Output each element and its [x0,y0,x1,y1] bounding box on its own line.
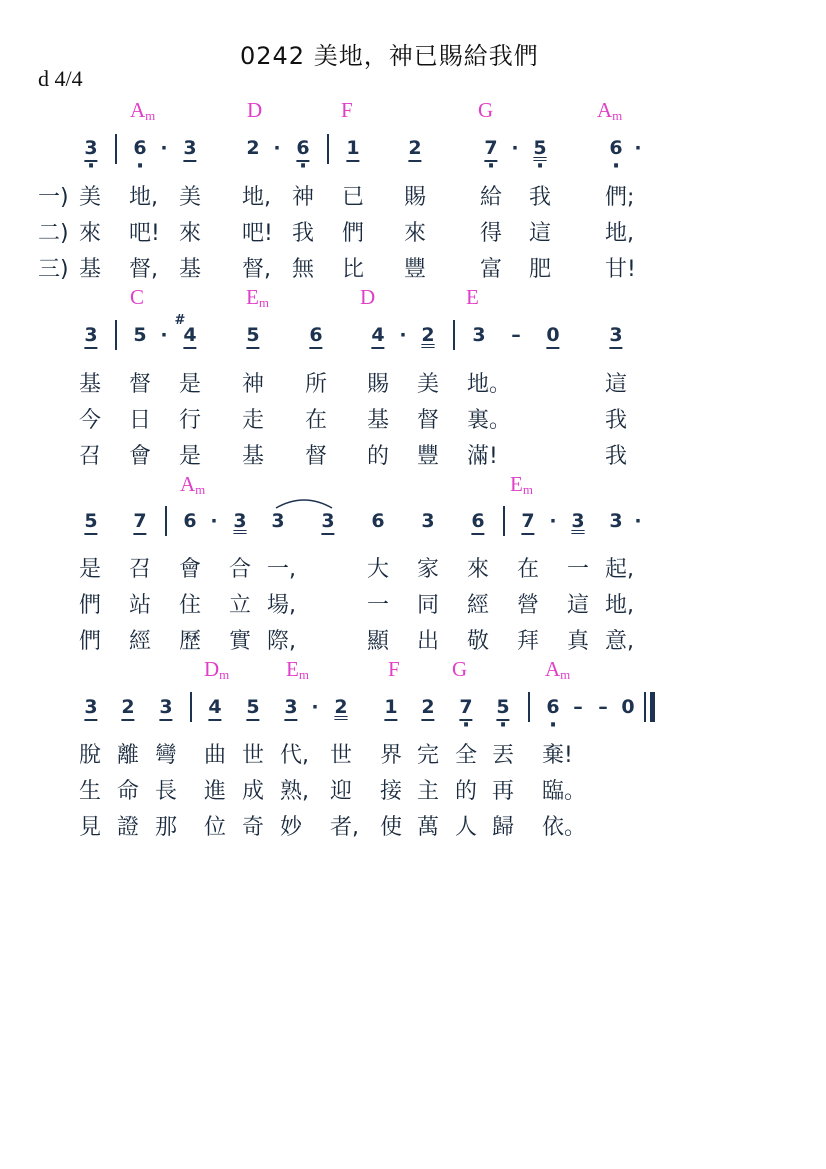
lyric-char: 那 [155,815,178,840]
lyric-char: 大 [367,557,390,582]
note: 5 [246,324,259,349]
note: 5 [84,510,97,535]
lyric-char: 裏。 [467,408,512,433]
lyric-char: 場, [267,593,296,618]
lyric-char: 證 [117,815,140,840]
barline [503,506,505,536]
lyric-char: 基 [367,408,390,433]
lyric-char: 富 [480,257,503,282]
lyric-char: 臨。 [542,779,587,804]
lyric-char: 地, [242,185,271,210]
dot: · [549,510,557,532]
lyric-char: 完 [417,743,440,768]
note: 3 [159,696,172,721]
note: 3 [421,510,435,532]
rest: 0 [621,696,635,718]
lyric-char: 肥 [529,257,552,282]
note: 3 [609,324,622,349]
lyric-char: 的 [367,444,390,469]
lyric-char: 來 [404,221,427,246]
note: 5 · [496,696,509,721]
lyric-char: 召 [129,557,152,582]
chord: C [130,285,145,309]
note: 4 [371,324,384,349]
lyric-char: 成 [242,779,265,804]
verse-number: 一) [38,185,69,210]
lyric-char: 妙 [280,815,303,840]
lyric-char: 經 [467,593,490,618]
lyric-char: 曲 [204,743,227,768]
lyric-char: 界 [380,743,403,768]
lyric-char: 得 [480,221,503,246]
dot: · [399,324,407,346]
note: 5 [133,324,147,346]
lyric-char: 萬 [417,815,440,840]
song-title: 0242 美地，神已賜給我們 [240,42,539,70]
final-barline-thick [650,692,655,722]
lyric-char: 敬 [467,629,490,654]
chord: $E_m$ [246,285,269,310]
barline [115,134,117,164]
note: 5 · [533,137,546,159]
tie-arc [274,496,334,510]
lyric-char: 熟, [280,779,309,804]
lyric-char: 住 [179,593,202,618]
dot: · [273,137,281,159]
note: 7 [521,510,534,535]
lyric-char: 我 [292,221,315,246]
note: 1 [384,696,397,721]
note: 3 [571,510,585,532]
note: 6 [309,324,322,349]
barline [165,506,167,536]
note: 3 [271,510,285,532]
note: 2 [421,696,434,721]
lyric-char: 主 [417,779,440,804]
note: 2 [121,696,134,721]
dot: · [311,696,319,718]
lyric-char: 督, [129,257,158,282]
note: 2 [334,696,348,718]
lyric-char: 際, [267,629,296,654]
chord: $E_m$ [286,657,309,682]
lyric-char: 地, [605,593,634,618]
note: 2 [421,324,435,346]
lyric-char: 這 [529,221,552,246]
lyric-char: 起, [605,557,634,582]
lyric-char: 走 [242,408,265,433]
lyric-char: 顯 [367,629,390,654]
note: 3 [284,696,297,721]
dot: · [160,137,168,159]
lyric-char: 一, [267,557,296,582]
lyric-char: 們 [79,629,102,654]
lyric-char: 無 [292,257,315,282]
note: 7 · [484,137,497,162]
lyric-char: 吧! [242,221,273,246]
note: 7 [133,510,146,535]
lyric-char: 神 [292,185,315,210]
lyric-char: 是 [179,444,202,469]
note: 6 · [296,137,309,162]
note: 4 [208,696,221,721]
lyric-char: 代, [280,743,309,768]
note: 3 [321,510,334,535]
lyric-char: 實 [229,629,252,654]
dash: – [573,696,583,718]
lyric-char: 奇 [242,815,265,840]
lyric-char: 會 [179,557,202,582]
note: 3 [84,324,97,349]
final-barline-thin [644,692,646,722]
dash: – [511,324,521,346]
lyric-char: 拜 [517,629,540,654]
lyric-char: 在 [517,557,540,582]
lyric-char: 真 [567,629,590,654]
lyric-char: 督 [417,408,440,433]
lyric-char: 命 [117,779,140,804]
lyric-char: 地, [129,185,158,210]
lyric-char: 來 [179,221,202,246]
dash: – [598,696,608,718]
lyric-char: 合 [229,557,252,582]
lyric-char: 滿! [467,444,498,469]
lyric-char: 是 [179,372,202,397]
lyric-char: 基 [179,257,202,282]
lyric-char: 位 [204,815,227,840]
key-signature: d 4/4 [38,66,83,91]
lyric-char: 基 [79,372,102,397]
lyric-char: 我 [605,444,628,469]
lyric-char: 迎 [330,779,353,804]
note: 3 [609,510,623,532]
chord: D [247,98,263,122]
lyric-char: 出 [417,629,440,654]
lyric-char: 同 [417,593,440,618]
chord: D [360,285,376,309]
note: 4 [183,324,196,349]
lyric-char: 比 [342,257,365,282]
lyric-char: 美 [417,372,440,397]
lyric-char: 在 [305,408,328,433]
lyric-char: 今 [79,408,102,433]
lyric-char: 歸 [492,815,515,840]
lyric-char: 接 [380,779,403,804]
lyric-char: 美 [79,185,102,210]
chord: $A_m$ [180,472,206,497]
lyric-char: 立 [229,593,252,618]
lyric-char: 給 [480,185,503,210]
lyric-char: 全 [455,743,478,768]
chord: $E_m$ [510,472,533,497]
lyric-char: 基 [242,444,265,469]
lyric-char: 生 [79,779,102,804]
note: 3 · [84,137,97,162]
dot: · [634,137,642,159]
lyric-char: 者, [330,815,359,840]
barline [528,692,530,722]
chord: F [388,657,400,681]
lyric-char: 我 [529,185,552,210]
lyric-char: 來 [467,557,490,582]
dot: · [160,324,168,346]
note: 3 [84,696,97,721]
barline [190,692,192,722]
lyric-char: 賜 [404,185,427,210]
note: 3 [472,324,486,346]
chord: $A_m$ [597,98,623,123]
lyric-char: 離 [117,743,140,768]
lyric-char: 歷 [179,629,202,654]
lyric-char: 使 [380,815,403,840]
lyric-char: 們 [79,593,102,618]
lyric-char: 豐 [417,444,440,469]
note: 6 [371,510,385,532]
lyric-char: 意, [605,629,634,654]
lyric-char: 地, [605,221,634,246]
chord: G [478,98,494,122]
note: 6 · [133,137,146,159]
chord: G [452,657,468,681]
lyric-char: 會 [129,444,152,469]
lyric-char: 丟 [492,743,515,768]
chord: $A_m$ [545,657,571,682]
note: 2 [246,137,260,159]
lyric-char: 是 [79,557,102,582]
lyric-char: 見 [79,815,102,840]
lyric-char: 日 [129,408,152,433]
note: 2 [408,137,421,162]
lyric-char: 地。 [467,372,512,397]
lyric-char: 們 [342,221,365,246]
lyric-char: 督 [129,372,152,397]
lyric-char: 吧! [129,221,160,246]
lyric-char: 督 [305,444,328,469]
lyric-char: 們; [605,185,635,210]
lyric-char: 世 [242,743,265,768]
chord: E [466,285,479,309]
note: 1 [346,137,359,162]
lyric-char: 人 [455,815,478,840]
note: 5 [246,696,259,721]
chord: $D_m$ [204,657,230,682]
lyric-char: 的 [455,779,478,804]
lyric-char: 甘! [605,257,636,282]
verse-number: 三) [38,257,69,282]
dot: · [634,510,642,532]
lyric-char: 彎 [155,743,178,768]
note: 3 [233,510,247,532]
lyric-char: 站 [129,593,152,618]
lyric-char: 一 [367,593,390,618]
dot: · [210,510,218,532]
barline [115,320,117,350]
dot: · [511,137,519,159]
lyric-char: 營 [517,593,540,618]
lyric-char: 來 [79,221,102,246]
lyric-char: 賜 [367,372,390,397]
note: 3 [183,137,196,162]
lyric-char: 經 [129,629,152,654]
lyric-char: 美 [179,185,202,210]
barline [327,134,329,164]
note: 6 · [609,137,622,159]
lyric-char: 督, [242,257,271,282]
lyric-char: 這 [605,372,628,397]
lyric-char: 依。 [542,815,587,840]
note: 6 [471,510,484,535]
chord: F [341,98,353,122]
lyric-char: 家 [417,557,440,582]
lyric-char: 棄! [542,743,573,768]
lyric-char: 召 [79,444,102,469]
lyric-char: 豐 [404,257,427,282]
lyric-char: 這 [567,593,590,618]
lyric-char: 基 [79,257,102,282]
lyric-char: 我 [605,408,628,433]
note: 6 [183,510,197,532]
rest: 0 [546,324,559,349]
lyric-char: 行 [179,408,202,433]
lyric-char: 進 [204,779,227,804]
lyric-char: 脫 [79,743,102,768]
chord: $A_m$ [130,98,156,123]
barline [453,320,455,350]
lyric-char: 所 [305,372,328,397]
sharp-sign: # [174,313,186,328]
note: 7 · [459,696,472,721]
lyric-char: 長 [155,779,178,804]
verse-number: 二) [38,221,69,246]
lyric-char: 世 [330,743,353,768]
lyric-char: 已 [342,185,365,210]
lyric-char: 神 [242,372,265,397]
lyric-char: 再 [492,779,515,804]
lyric-char: 一 [567,557,590,582]
note: 6 · [546,696,559,718]
